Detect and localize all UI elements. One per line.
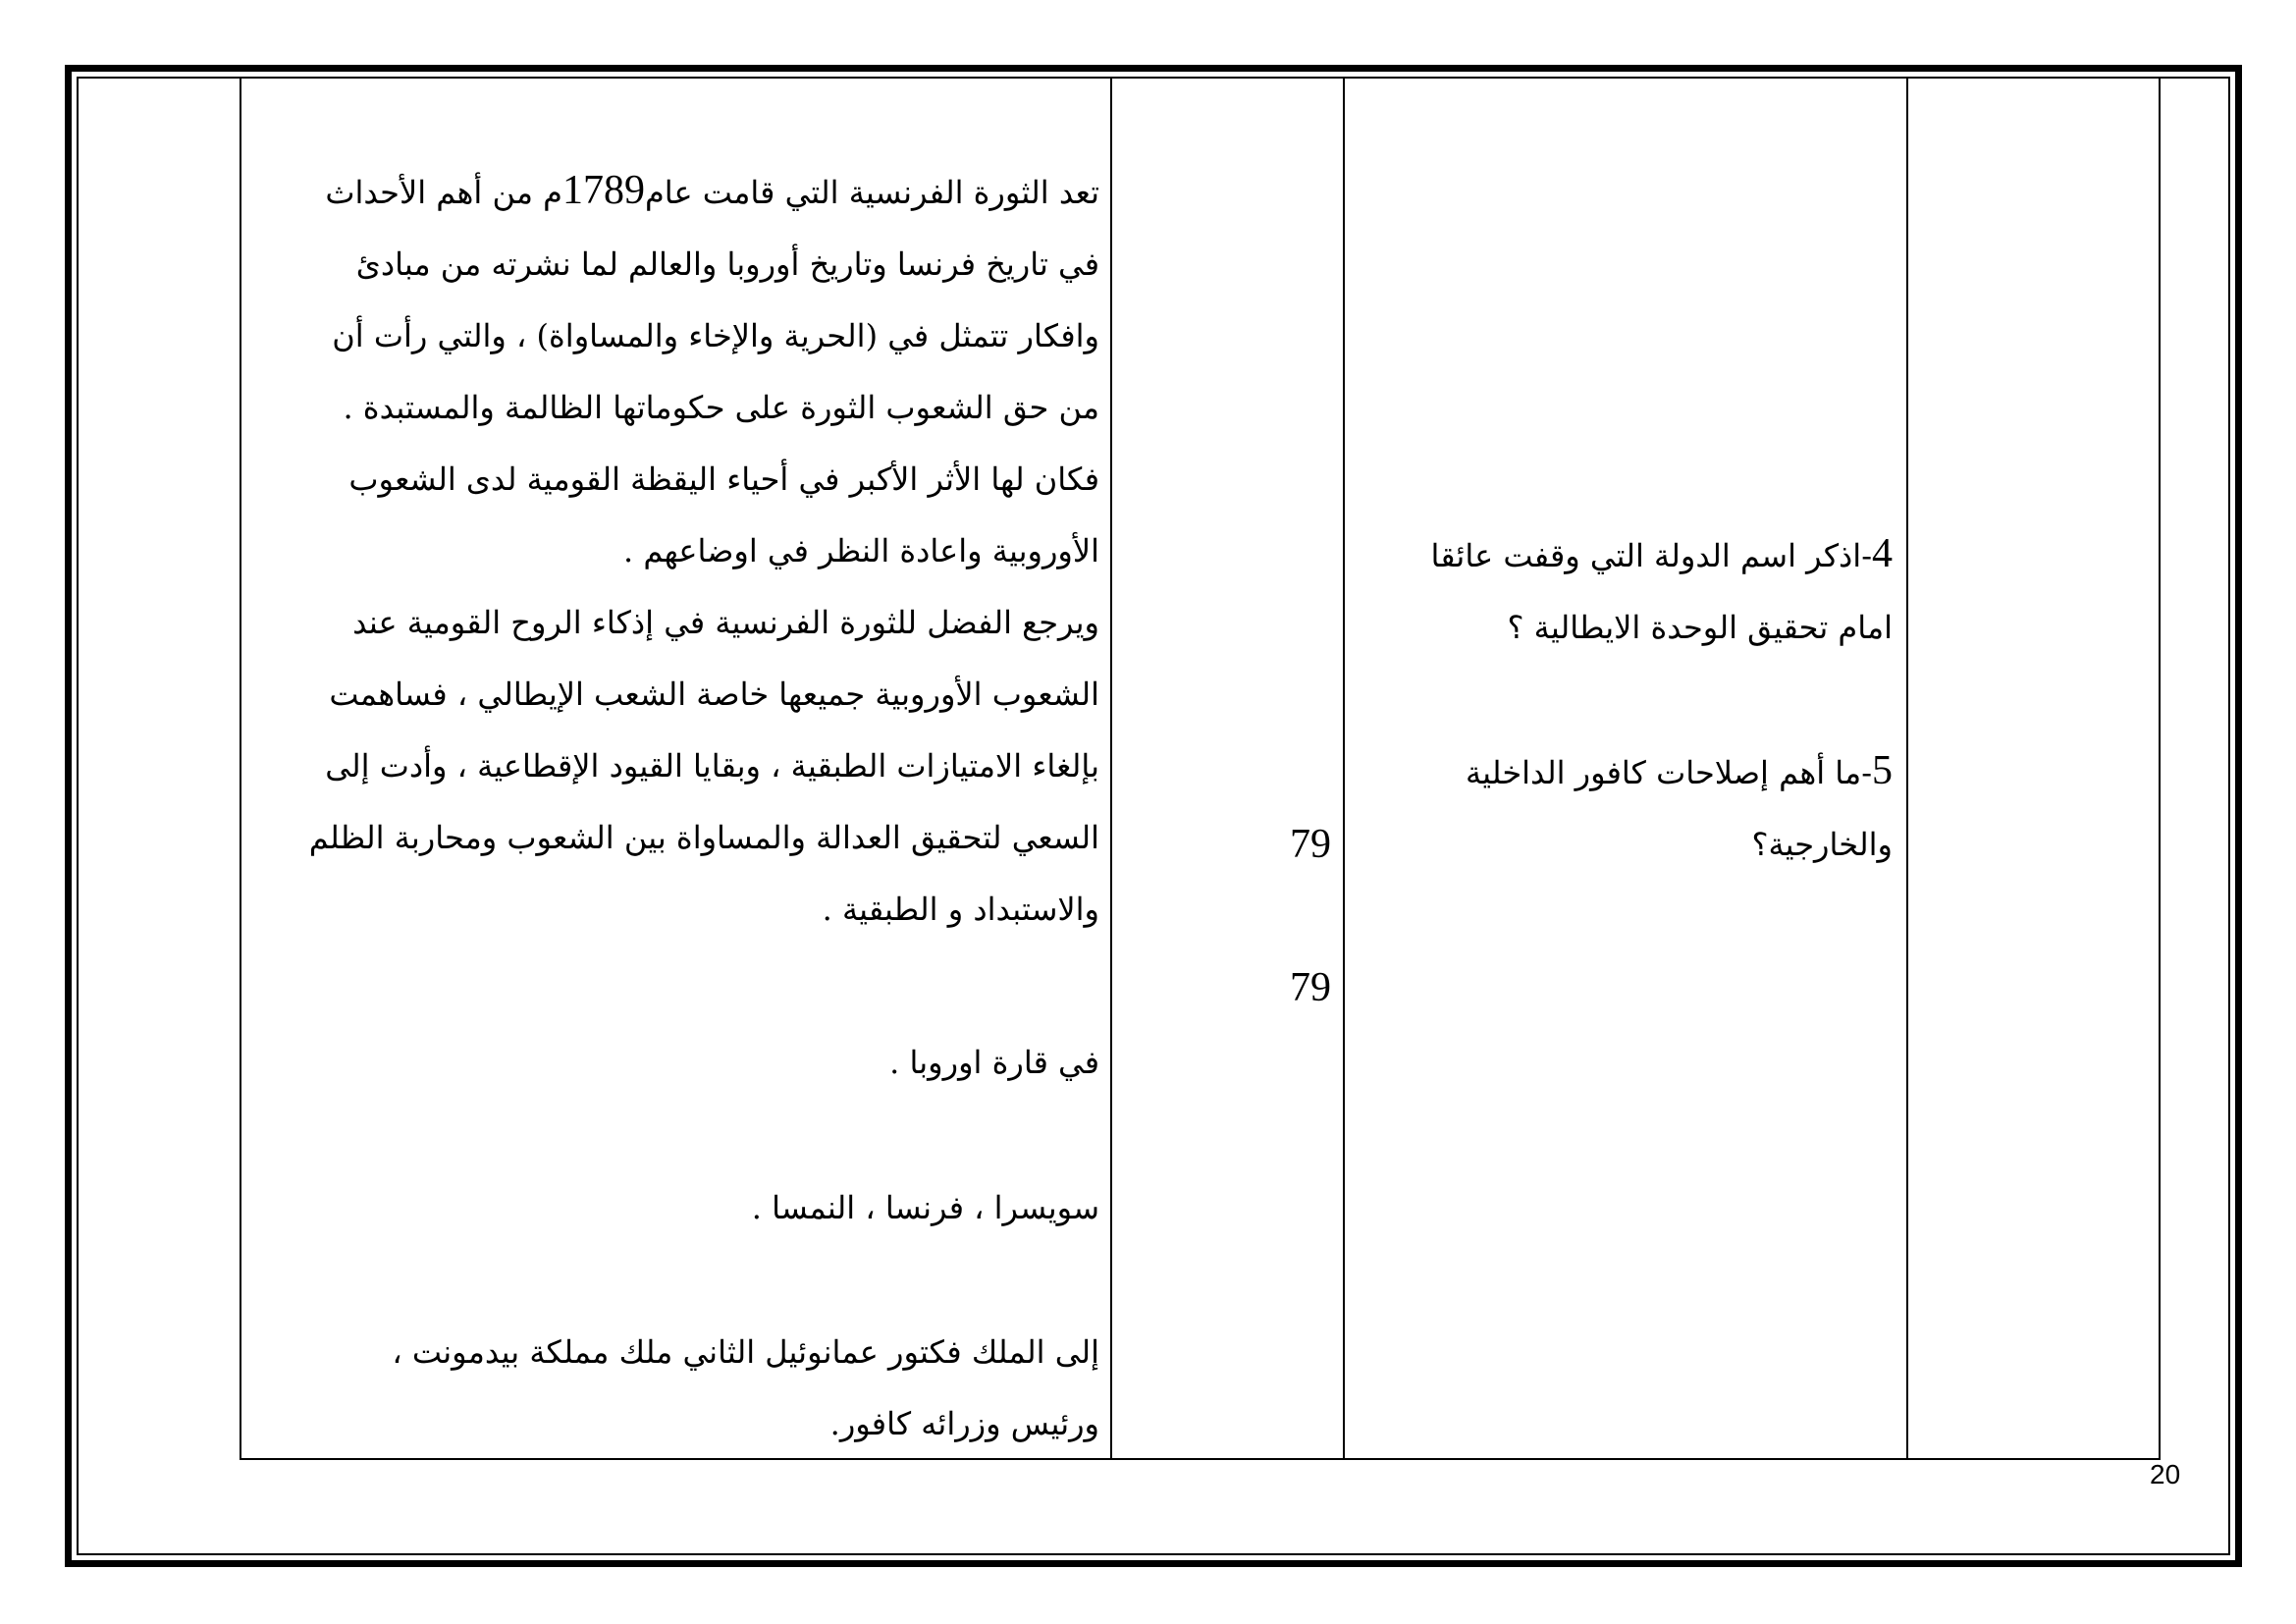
answer-line: من حق الشعوب الثورة على حكوماتها الظالمة والمستبدة . <box>343 389 1099 426</box>
question-4: 4-اذكر اسم الدولة التي وقفت عائقا <box>1430 531 1893 576</box>
question-5: 5-ما أهم إصلاحات كافور الداخلية <box>1465 748 1893 793</box>
answer-line: إلى الملك فكتور عمانوئيل الثاني ملك مملكة بيدمونت ، <box>392 1333 1099 1371</box>
page-reference: 79 <box>1290 965 1331 1010</box>
answer-line: السعي لتحقيق العدالة والمساواة بين الشعوب ومحاربة الظلم <box>308 819 1099 856</box>
question-5-continuation: والخارجية؟ <box>1751 826 1893 863</box>
answer-line: الشعوب الأوروبية جميعها خاصة الشعب الإيطالي ، فساهمت <box>329 676 1099 713</box>
column-divider <box>1906 77 1908 1460</box>
answer-line: في تاريخ فرنسا وتاريخ أوروبا والعالم لما نشرته من مبادئ <box>355 245 1099 283</box>
question-4-continuation: امام تحقيق الوحدة الايطالية ؟ <box>1507 609 1893 646</box>
answer-line: ويرجع الفضل للثورة الفرنسية في إذكاء الروح القومية عند <box>352 604 1099 641</box>
answer-line: في قارة اوروبا . <box>889 1044 1099 1081</box>
answer-line: تعد الثورة الفرنسية التي قامت عام1789م من أهم الأحداث <box>325 168 1099 213</box>
answer-line: سويسرا ، فرنسا ، النمسا . <box>751 1189 1099 1226</box>
column-divider <box>1343 77 1345 1460</box>
questions-cell <box>1359 735 1893 881</box>
page-number: 20 <box>2150 1459 2181 1489</box>
answers-cell <box>251 155 1099 946</box>
page-reference: 79 <box>1290 822 1331 867</box>
answer-line: وافكار تتمثل في (الحرية والإخاء والمساواة) ، والتي رأت أن <box>332 317 1099 354</box>
answer-line: الأوروبية واعادة النظر في اوضاعهم . <box>622 532 1099 569</box>
table-right-border <box>2159 77 2161 1460</box>
questions-cell <box>1359 518 1893 664</box>
answer-line: ورئيس وزرائه كافور. <box>829 1405 1099 1442</box>
column-divider <box>1110 77 1112 1460</box>
answer-line: والاستبداد و الطبقية . <box>822 891 1099 928</box>
table-top-border <box>240 77 2161 79</box>
answer-line: بإلغاء الامتيازات الطبقية ، وبقايا القيود الإقطاعية ، وأدت إلى <box>325 747 1099 785</box>
answer-line: فكان لها الأثر الأكبر في أحياء اليقظة القومية لدى الشعوب <box>348 460 1099 498</box>
table-left-border <box>240 77 241 1460</box>
